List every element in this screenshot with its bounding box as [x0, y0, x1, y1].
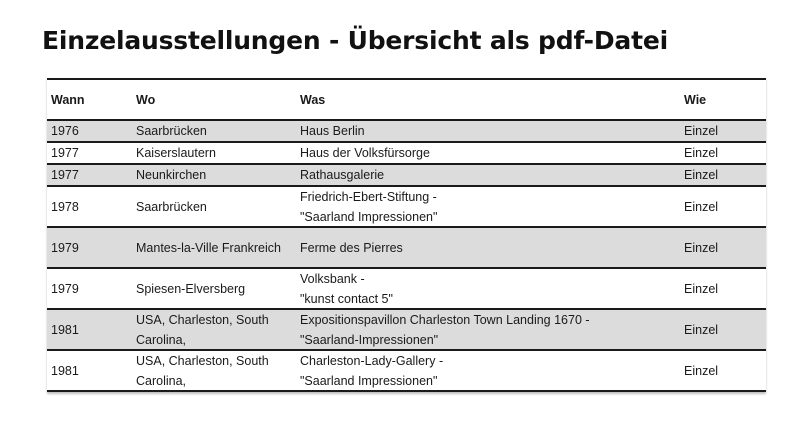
cell-wann: 1977 [51, 146, 79, 160]
header-was: Was [300, 92, 326, 107]
cell-was-line: "kunst contact 5" [300, 291, 393, 306]
cell-wann: 1981 [51, 322, 79, 337]
cell-was [300, 165, 720, 185]
cell-wo-line: Neunkirchen [136, 168, 207, 182]
cell-was [300, 310, 720, 350]
header-wo: Wo [136, 92, 156, 107]
cell-wann: 1979 [51, 240, 79, 255]
cell-wie: Einzel [684, 322, 719, 337]
cell-wo-line: USA, Charleston, South [136, 353, 269, 368]
cell-wo [136, 143, 301, 163]
cell-wie: Einzel [684, 363, 719, 378]
table-row [47, 269, 766, 310]
table-row [47, 187, 766, 228]
cell-wo-line: USA, Charleston, South [136, 312, 269, 327]
cell-wo-line: Spiesen-Elversberg [136, 281, 246, 296]
cell-wann: 1978 [51, 199, 79, 214]
cell-was [300, 143, 720, 163]
cell-wann: 1981 [51, 363, 79, 378]
cell-was-line: Rathausgalerie [300, 168, 385, 182]
cell-wie: Einzel [684, 199, 719, 214]
cell-wo [136, 121, 301, 141]
table-row [47, 143, 766, 165]
cell-wann: 1976 [51, 124, 79, 138]
cell-wo [136, 310, 301, 350]
cell-wo-line: Saarbrücken [136, 199, 207, 214]
cell-wo [136, 165, 301, 185]
cell-was [300, 121, 720, 141]
cell-was-line: "Saarland Impressionen" [300, 209, 438, 224]
header-wie: Wie [684, 92, 707, 107]
cell-was-line: Friedrich-Ebert-Stiftung - [300, 189, 437, 204]
table-row [47, 228, 766, 269]
cell-was-line: "Saarland Impressionen" [300, 373, 438, 388]
header-wann: Wann [51, 92, 85, 107]
cell-wo [136, 351, 301, 391]
cell-wann: 1977 [51, 168, 79, 182]
cell-was-line: "Saarland-Impressionen" [300, 332, 439, 347]
cell-was-line: Expositionspavillon Charleston Town Landing 1670 - [300, 312, 590, 327]
cell-wie: Einzel [684, 240, 719, 255]
cell-wo-line: Saarbrücken [136, 124, 207, 138]
cell-was-line: Charleston-Lady-Gallery - [300, 353, 444, 368]
table-row [47, 351, 766, 392]
cell-wie: Einzel [684, 281, 719, 296]
cell-was [300, 238, 720, 258]
cell-wie: Einzel [684, 146, 719, 160]
cell-wo-line: Carolina, [136, 332, 187, 347]
cell-wie: Einzel [684, 124, 719, 138]
table-header-row [47, 80, 766, 121]
cell-wann: 1979 [51, 281, 79, 296]
cell-was-line: Haus der Volksfürsorge [300, 146, 430, 160]
page-title: Einzelausstellungen - Übersicht als pdf-Datei [42, 26, 668, 55]
cell-was [300, 351, 720, 391]
cell-was-line: Ferme des Pierres [300, 240, 403, 255]
cell-wo-line: Mantes-la-Ville Frankreich [136, 240, 281, 255]
cell-wo-line: Carolina, [136, 373, 187, 388]
table-row [47, 121, 766, 143]
cell-was [300, 187, 720, 227]
cell-wie: Einzel [684, 168, 719, 182]
cell-wo [136, 238, 301, 258]
cell-was-line: Haus Berlin [300, 124, 365, 138]
table-row [47, 310, 766, 351]
cell-wo [136, 197, 301, 217]
exhibitions-table [47, 78, 766, 392]
cell-wo-line: Kaiserslautern [136, 146, 216, 160]
table-row [47, 165, 766, 187]
cell-was [300, 269, 720, 309]
cell-was-line: Volksbank - [300, 271, 365, 286]
cell-wo [136, 279, 301, 299]
